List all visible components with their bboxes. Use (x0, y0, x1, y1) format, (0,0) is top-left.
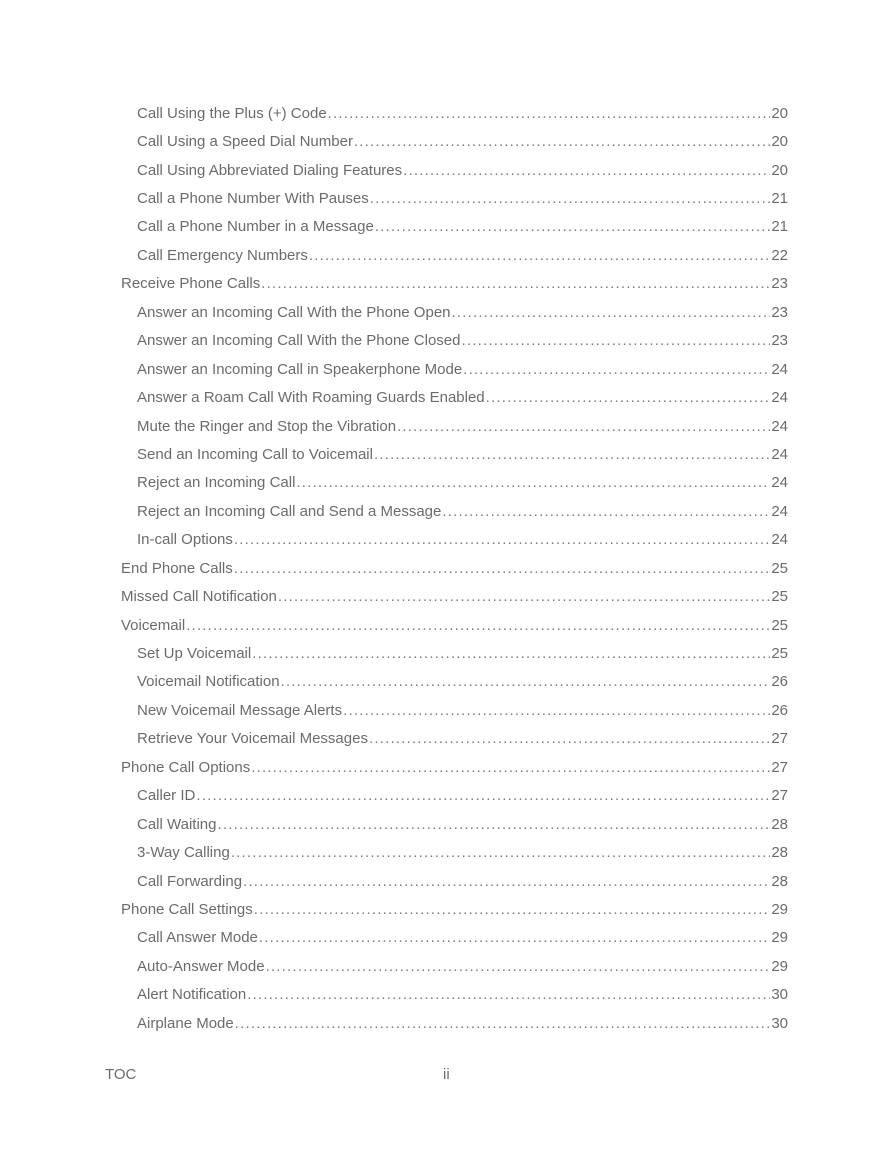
toc-entry-page: 29 (771, 900, 788, 918)
toc-entry-title: Reject an Incoming Call (137, 474, 296, 492)
toc-entry[interactable] (0, 554, 893, 582)
toc-dot-leader (234, 560, 771, 577)
toc-entry[interactable] (0, 355, 893, 383)
toc-entry[interactable] (0, 952, 893, 980)
toc-entry[interactable] (0, 99, 893, 127)
toc-entry-page: 30 (771, 986, 788, 1004)
toc-entry[interactable] (0, 241, 893, 269)
toc-entry-page: 23 (771, 275, 788, 293)
toc-entry[interactable] (0, 924, 893, 952)
toc-entry-title: Answer an Incoming Call in Speakerphone Mode (137, 360, 463, 378)
toc-entry[interactable] (0, 725, 893, 753)
toc-entry-title: Receive Phone Calls (121, 275, 261, 293)
toc-entry-page: 28 (771, 815, 788, 833)
toc-entry-title: Answer an Incoming Call With the Phone Open (137, 303, 451, 321)
toc-entry[interactable] (0, 440, 893, 468)
toc-entry-title: Mute the Ringer and Stop the Vibration (137, 417, 397, 435)
toc-entry-page: 26 (771, 701, 788, 719)
toc-entry-page: 27 (771, 787, 788, 805)
toc-dot-leader (463, 361, 770, 378)
toc-entry[interactable] (0, 383, 893, 411)
toc-entry-title: End Phone Calls (121, 559, 233, 577)
toc-entry-page: 20 (771, 161, 788, 179)
toc-entry-page: 25 (771, 616, 788, 634)
toc-entry-title: New Voicemail Message Alerts (137, 701, 343, 719)
toc-dot-leader (231, 844, 771, 861)
toc-dot-leader (247, 986, 770, 1003)
toc-entry-title: 3-Way Calling (137, 844, 230, 862)
toc-entry-title: Call Answer Mode (137, 929, 258, 947)
toc-entry[interactable] (0, 270, 893, 298)
toc-entry-page: 24 (771, 417, 788, 435)
toc-entry-page: 25 (771, 588, 788, 606)
toc-entry-title: Call Using the Plus (+) Code (137, 104, 327, 122)
toc-entry-title: Call a Phone Number With Pauses (137, 190, 369, 208)
toc-entry-title: Call Using Abbreviated Dialing Features (137, 161, 403, 179)
toc-entry-title: Reject an Incoming Call and Send a Message (137, 502, 442, 520)
toc-entry-title: Call Emergency Numbers (137, 246, 308, 264)
toc-dot-leader (196, 787, 770, 804)
toc-dot-leader (254, 901, 771, 918)
toc-entry[interactable] (0, 184, 893, 212)
toc-dot-leader (369, 730, 770, 747)
toc-entry[interactable] (0, 867, 893, 895)
toc-entry-title: Auto-Answer Mode (137, 957, 265, 975)
toc-entry-page: 24 (771, 360, 788, 378)
toc-entry-title: Missed Call Notification (121, 588, 277, 606)
toc-dot-leader (186, 617, 770, 634)
toc-entry-title: Voicemail (121, 616, 186, 634)
toc-entry[interactable] (0, 639, 893, 667)
toc-entry-title: In-call Options (137, 531, 233, 549)
toc-dot-leader (234, 531, 770, 548)
toc-dot-leader (278, 588, 770, 605)
toc-entry-title: Answer an Incoming Call With the Phone Closed (137, 332, 461, 350)
toc-dot-leader (217, 816, 770, 833)
toc-entry[interactable] (0, 611, 893, 639)
toc-entry-page: 25 (771, 645, 788, 663)
toc-entry[interactable] (0, 838, 893, 866)
toc-entry[interactable] (0, 156, 893, 184)
toc-entry[interactable] (0, 582, 893, 610)
toc-entry-page: 28 (771, 872, 788, 890)
toc-dot-leader (397, 418, 770, 435)
toc-entry[interactable] (0, 1009, 893, 1037)
toc-dot-leader (252, 645, 770, 662)
toc-entry-page: 24 (771, 502, 788, 520)
toc-dot-leader (370, 190, 771, 207)
toc-entry-title: Call Waiting (137, 815, 217, 833)
toc-entry[interactable] (0, 127, 893, 155)
toc-entry-page: 27 (771, 758, 788, 776)
toc-entry-page: 23 (771, 303, 788, 321)
toc-dot-leader (486, 389, 771, 406)
toc-dot-leader (403, 162, 770, 179)
toc-entry-page: 21 (771, 190, 788, 208)
toc-dot-leader (374, 446, 770, 463)
toc-entry[interactable] (0, 753, 893, 781)
toc-entry-title: Answer a Roam Call With Roaming Guards Enabled (137, 389, 485, 407)
toc-entry-page: 29 (771, 957, 788, 975)
toc-entry-page: 27 (771, 730, 788, 748)
toc-entry[interactable] (0, 895, 893, 923)
toc-entry-title: Call Forwarding (137, 872, 243, 890)
toc-entry-page: 29 (771, 929, 788, 947)
toc-entry-page: 25 (771, 559, 788, 577)
toc-entry-page: 23 (771, 332, 788, 350)
toc-entry-title: Caller ID (137, 787, 196, 805)
toc-entry-page: 22 (771, 246, 788, 264)
toc-entry-page: 20 (771, 133, 788, 151)
toc-entry[interactable] (0, 696, 893, 724)
toc-entry-page: 24 (771, 445, 788, 463)
toc-dot-leader (235, 1015, 771, 1032)
toc-dot-leader (452, 304, 771, 321)
toc-entry-title: Phone Call Settings (121, 900, 253, 918)
toc-entry[interactable] (0, 668, 893, 696)
toc-dot-leader (354, 133, 770, 150)
toc-dot-leader (243, 873, 770, 890)
toc-entry-title: Send an Incoming Call to Voicemail (137, 445, 373, 463)
toc-entry-page: 24 (771, 531, 788, 549)
footer-section-label: TOC (105, 1066, 137, 1083)
toc-entry[interactable] (0, 810, 893, 838)
toc-dot-leader (261, 275, 770, 292)
toc-entry-page: 24 (771, 474, 788, 492)
toc-entry[interactable] (0, 298, 893, 326)
toc-dot-leader (259, 929, 770, 946)
toc-entry-page: 26 (771, 673, 788, 691)
toc-dot-leader (309, 247, 770, 264)
toc-entry-page: 28 (771, 844, 788, 862)
toc-dot-leader (328, 105, 771, 122)
toc-entry[interactable] (0, 327, 893, 355)
toc-entry[interactable] (0, 469, 893, 497)
toc-entry-title: Phone Call Options (121, 758, 251, 776)
toc-entry-title: Alert Notification (137, 986, 247, 1004)
toc-dot-leader (251, 759, 770, 776)
toc-entry-title: Retrieve Your Voicemail Messages (137, 730, 368, 748)
toc-entry-page: 21 (771, 218, 788, 236)
table-of-contents (0, 99, 893, 1037)
toc-entry-page: 20 (771, 104, 788, 122)
toc-entry[interactable] (0, 412, 893, 440)
toc-dot-leader (266, 958, 771, 975)
toc-entry-title: Call a Phone Number in a Message (137, 218, 374, 236)
toc-entry[interactable] (0, 981, 893, 1009)
toc-entry[interactable] (0, 782, 893, 810)
toc-dot-leader (442, 503, 770, 520)
toc-entry-title: Voicemail Notification (137, 673, 280, 691)
toc-entry-page: 30 (771, 1014, 788, 1032)
toc-dot-leader (343, 702, 770, 719)
toc-dot-leader (281, 673, 771, 690)
footer-page-number: ii (443, 1066, 450, 1083)
toc-dot-leader (462, 332, 771, 349)
toc-entry[interactable] (0, 526, 893, 554)
toc-dot-leader (375, 218, 771, 235)
toc-entry[interactable] (0, 213, 893, 241)
toc-entry-title: Airplane Mode (137, 1014, 234, 1032)
toc-entry-title: Call Using a Speed Dial Number (137, 133, 353, 151)
toc-dot-leader (296, 474, 770, 491)
toc-entry-page: 24 (771, 389, 788, 407)
toc-entry[interactable] (0, 497, 893, 525)
toc-entry-title: Set Up Voicemail (137, 645, 252, 663)
